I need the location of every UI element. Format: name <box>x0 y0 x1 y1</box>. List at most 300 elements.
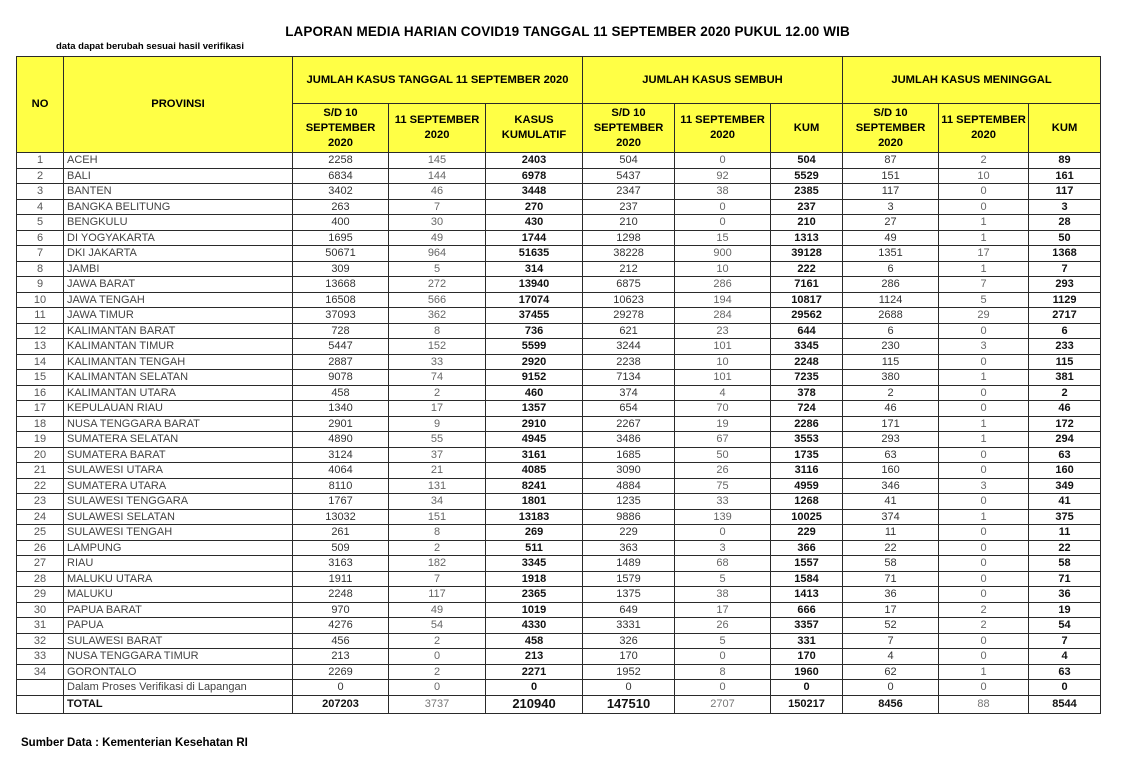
total-cell: 207203 <box>293 695 389 713</box>
value-cell: 1 <box>939 261 1029 277</box>
value-cell: 0 <box>939 199 1029 215</box>
value-cell: 54 <box>1029 618 1101 634</box>
value-cell: 0 <box>843 680 939 696</box>
value-cell: 49 <box>843 230 939 246</box>
table-row <box>17 199 1101 215</box>
row-number: 20 <box>17 447 64 463</box>
value-cell: 6875 <box>583 277 675 293</box>
table-row <box>17 571 1101 587</box>
table-row <box>17 246 1101 262</box>
value-cell: 27 <box>843 215 939 231</box>
row-number: 1 <box>17 153 64 169</box>
col-header-no: NO <box>17 57 64 153</box>
value-cell: 117 <box>843 184 939 200</box>
table-header <box>17 57 1101 153</box>
value-cell: 11 <box>843 525 939 541</box>
value-cell: 46 <box>843 401 939 417</box>
value-cell: 58 <box>843 556 939 572</box>
value-cell: 152 <box>389 339 486 355</box>
value-cell: 230 <box>843 339 939 355</box>
value-cell: 366 <box>771 540 843 556</box>
value-cell: 16508 <box>293 292 389 308</box>
province-name: JAWA BARAT <box>64 277 293 293</box>
province-name: BANTEN <box>64 184 293 200</box>
province-name: DKI JAKARTA <box>64 246 293 262</box>
value-cell: 10025 <box>771 509 843 525</box>
col-header-kasus-sd10: S/D 10 SEPTEMBER 2020 <box>293 104 389 153</box>
value-cell: 1019 <box>486 602 583 618</box>
value-cell: 9078 <box>293 370 389 386</box>
value-cell: 2267 <box>583 416 675 432</box>
value-cell: 0 <box>389 649 486 665</box>
province-name: MALUKU <box>64 587 293 603</box>
table-row <box>17 680 1101 696</box>
verification-note: data dapat berubah sesuai hasil verifikasi <box>56 41 244 52</box>
value-cell: 736 <box>486 323 583 339</box>
value-cell: 0 <box>939 540 1029 556</box>
value-cell: 55 <box>389 432 486 448</box>
value-cell: 29 <box>939 308 1029 324</box>
value-cell: 666 <box>771 602 843 618</box>
value-cell: 1351 <box>843 246 939 262</box>
value-cell: 293 <box>843 432 939 448</box>
value-cell: 10817 <box>771 292 843 308</box>
table-row <box>17 509 1101 525</box>
value-cell: 964 <box>389 246 486 262</box>
value-cell: 36 <box>1029 587 1101 603</box>
value-cell: 2910 <box>486 416 583 432</box>
value-cell: 363 <box>583 540 675 556</box>
col-header-meninggal-kum: KUM <box>1029 104 1101 153</box>
value-cell: 7 <box>939 277 1029 293</box>
value-cell: 509 <box>293 540 389 556</box>
value-cell: 0 <box>389 680 486 696</box>
total-no <box>17 695 64 713</box>
value-cell: 17074 <box>486 292 583 308</box>
row-number: 2 <box>17 168 64 184</box>
value-cell: 2901 <box>293 416 389 432</box>
value-cell: 1268 <box>771 494 843 510</box>
value-cell: 9152 <box>486 370 583 386</box>
value-cell: 2248 <box>771 354 843 370</box>
value-cell: 51635 <box>486 246 583 262</box>
row-number <box>17 680 64 696</box>
value-cell: 1918 <box>486 571 583 587</box>
value-cell: 194 <box>675 292 771 308</box>
province-name: KALIMANTAN BARAT <box>64 323 293 339</box>
province-name: KALIMANTAN SELATAN <box>64 370 293 386</box>
value-cell: 293 <box>1029 277 1101 293</box>
row-number: 16 <box>17 385 64 401</box>
value-cell: 346 <box>843 478 939 494</box>
value-cell: 115 <box>1029 354 1101 370</box>
value-cell: 10 <box>939 168 1029 184</box>
table-row <box>17 556 1101 572</box>
value-cell: 6 <box>1029 323 1101 339</box>
value-cell: 460 <box>486 385 583 401</box>
value-cell: 171 <box>843 416 939 432</box>
value-cell: 2717 <box>1029 308 1101 324</box>
value-cell: 2 <box>939 153 1029 169</box>
value-cell: 0 <box>1029 680 1101 696</box>
value-cell: 0 <box>675 649 771 665</box>
value-cell: 33 <box>675 494 771 510</box>
value-cell: 151 <box>843 168 939 184</box>
value-cell: 1911 <box>293 571 389 587</box>
value-cell: 2 <box>1029 385 1101 401</box>
row-number: 24 <box>17 509 64 525</box>
value-cell: 3448 <box>486 184 583 200</box>
value-cell: 6 <box>843 323 939 339</box>
value-cell: 3345 <box>486 556 583 572</box>
value-cell: 7 <box>843 633 939 649</box>
value-cell: 4 <box>675 385 771 401</box>
value-cell: 2 <box>389 664 486 680</box>
value-cell: 210 <box>583 215 675 231</box>
value-cell: 261 <box>293 525 389 541</box>
value-cell: 1129 <box>1029 292 1101 308</box>
value-cell: 3 <box>1029 199 1101 215</box>
value-cell: 5437 <box>583 168 675 184</box>
value-cell: 0 <box>486 680 583 696</box>
value-cell: 1767 <box>293 494 389 510</box>
value-cell: 3331 <box>583 618 675 634</box>
value-cell: 139 <box>675 509 771 525</box>
value-cell: 2258 <box>293 153 389 169</box>
total-cell: 88 <box>939 695 1029 713</box>
row-number: 28 <box>17 571 64 587</box>
value-cell: 117 <box>1029 184 1101 200</box>
value-cell: 17 <box>843 602 939 618</box>
value-cell: 8241 <box>486 478 583 494</box>
value-cell: 4 <box>843 649 939 665</box>
value-cell: 374 <box>583 385 675 401</box>
value-cell: 115 <box>843 354 939 370</box>
value-cell: 314 <box>486 261 583 277</box>
value-cell: 2 <box>389 385 486 401</box>
value-cell: 117 <box>389 587 486 603</box>
value-cell: 270 <box>486 199 583 215</box>
value-cell: 213 <box>486 649 583 665</box>
value-cell: 144 <box>389 168 486 184</box>
value-cell: 0 <box>939 385 1029 401</box>
province-name: NUSA TENGGARA BARAT <box>64 416 293 432</box>
value-cell: 229 <box>583 525 675 541</box>
value-cell: 37093 <box>293 308 389 324</box>
value-cell: 2 <box>843 385 939 401</box>
value-cell: 5 <box>675 571 771 587</box>
value-cell: 380 <box>843 370 939 386</box>
value-cell: 0 <box>939 571 1029 587</box>
value-cell: 29562 <box>771 308 843 324</box>
value-cell: 286 <box>843 277 939 293</box>
value-cell: 3124 <box>293 447 389 463</box>
value-cell: 0 <box>675 153 771 169</box>
covid-report-table <box>16 56 1101 714</box>
value-cell: 2887 <box>293 354 389 370</box>
value-cell: 170 <box>771 649 843 665</box>
province-name: RIAU <box>64 556 293 572</box>
table-row <box>17 540 1101 556</box>
total-cell: 210940 <box>486 695 583 713</box>
row-number: 8 <box>17 261 64 277</box>
value-cell: 4276 <box>293 618 389 634</box>
value-cell: 172 <box>1029 416 1101 432</box>
province-name: SULAWESI BARAT <box>64 633 293 649</box>
province-name: SUMATERA UTARA <box>64 478 293 494</box>
value-cell: 1685 <box>583 447 675 463</box>
province-name: KALIMANTAN UTARA <box>64 385 293 401</box>
value-cell: 0 <box>939 525 1029 541</box>
value-cell: 10 <box>675 261 771 277</box>
table-row <box>17 323 1101 339</box>
value-cell: 458 <box>486 633 583 649</box>
value-cell: 8 <box>389 525 486 541</box>
value-cell: 458 <box>293 385 389 401</box>
value-cell: 0 <box>939 649 1029 665</box>
value-cell: 294 <box>1029 432 1101 448</box>
col-header-sembuh-sd10: S/D 10 SEPTEMBER 2020 <box>583 104 675 153</box>
value-cell: 38 <box>675 184 771 200</box>
value-cell: 0 <box>939 680 1029 696</box>
value-cell: 17 <box>675 602 771 618</box>
table-row <box>17 153 1101 169</box>
table-row <box>17 478 1101 494</box>
row-number: 31 <box>17 618 64 634</box>
value-cell: 145 <box>389 153 486 169</box>
value-cell: 1960 <box>771 664 843 680</box>
value-cell: 30 <box>389 215 486 231</box>
table-row <box>17 308 1101 324</box>
row-number: 15 <box>17 370 64 386</box>
value-cell: 3402 <box>293 184 389 200</box>
value-cell: 182 <box>389 556 486 572</box>
value-cell: 381 <box>1029 370 1101 386</box>
table-row <box>17 664 1101 680</box>
row-number: 9 <box>17 277 64 293</box>
value-cell: 210 <box>771 215 843 231</box>
value-cell: 430 <box>486 215 583 231</box>
value-cell: 26 <box>675 618 771 634</box>
value-cell: 374 <box>843 509 939 525</box>
row-number: 25 <box>17 525 64 541</box>
total-cell: 150217 <box>771 695 843 713</box>
value-cell: 4890 <box>293 432 389 448</box>
value-cell: 3486 <box>583 432 675 448</box>
col-header-meninggal-11sep: 11 SEPTEMBER 2020 <box>939 104 1029 153</box>
value-cell: 6 <box>843 261 939 277</box>
value-cell: 3 <box>675 540 771 556</box>
province-name: MALUKU UTARA <box>64 571 293 587</box>
value-cell: 2248 <box>293 587 389 603</box>
value-cell: 0 <box>293 680 389 696</box>
table-row <box>17 416 1101 432</box>
table-row <box>17 649 1101 665</box>
col-header-sembuh-kum: KUM <box>771 104 843 153</box>
row-number: 10 <box>17 292 64 308</box>
row-number: 3 <box>17 184 64 200</box>
table-row <box>17 463 1101 479</box>
value-cell: 1 <box>939 215 1029 231</box>
value-cell: 0 <box>939 556 1029 572</box>
value-cell: 2385 <box>771 184 843 200</box>
total-cell: 147510 <box>583 695 675 713</box>
table-row <box>17 587 1101 603</box>
value-cell: 2271 <box>486 664 583 680</box>
value-cell: 15 <box>675 230 771 246</box>
row-number: 33 <box>17 649 64 665</box>
value-cell: 213 <box>293 649 389 665</box>
value-cell: 286 <box>675 277 771 293</box>
value-cell: 3116 <box>771 463 843 479</box>
value-cell: 2 <box>939 618 1029 634</box>
value-cell: 1124 <box>843 292 939 308</box>
value-cell: 9886 <box>583 509 675 525</box>
value-cell: 63 <box>843 447 939 463</box>
value-cell: 160 <box>843 463 939 479</box>
province-name: GORONTALO <box>64 664 293 680</box>
value-cell: 5 <box>389 261 486 277</box>
province-name: BANGKA BELITUNG <box>64 199 293 215</box>
table-row <box>17 277 1101 293</box>
value-cell: 131 <box>389 478 486 494</box>
value-cell: 52 <box>843 618 939 634</box>
value-cell: 1952 <box>583 664 675 680</box>
value-cell: 3 <box>939 478 1029 494</box>
value-cell: 237 <box>771 199 843 215</box>
value-cell: 0 <box>939 494 1029 510</box>
value-cell: 11 <box>1029 525 1101 541</box>
row-number: 19 <box>17 432 64 448</box>
value-cell: 3163 <box>293 556 389 572</box>
total-cell: 8544 <box>1029 695 1101 713</box>
col-header-sembuh-11sep: 11 SEPTEMBER 2020 <box>675 104 771 153</box>
value-cell: 3553 <box>771 432 843 448</box>
value-cell: 4085 <box>486 463 583 479</box>
value-cell: 2688 <box>843 308 939 324</box>
value-cell: 263 <box>293 199 389 215</box>
value-cell: 5447 <box>293 339 389 355</box>
province-name: PAPUA BARAT <box>64 602 293 618</box>
value-cell: 1489 <box>583 556 675 572</box>
value-cell: 2 <box>389 540 486 556</box>
province-name: KALIMANTAN TIMUR <box>64 339 293 355</box>
value-cell: 161 <box>1029 168 1101 184</box>
value-cell: 504 <box>771 153 843 169</box>
value-cell: 1313 <box>771 230 843 246</box>
row-number: 6 <box>17 230 64 246</box>
province-name: SULAWESI UTARA <box>64 463 293 479</box>
value-cell: 0 <box>939 323 1029 339</box>
row-number: 22 <box>17 478 64 494</box>
value-cell: 2347 <box>583 184 675 200</box>
value-cell: 229 <box>771 525 843 541</box>
value-cell: 41 <box>1029 494 1101 510</box>
value-cell: 566 <box>389 292 486 308</box>
total-label: TOTAL <box>64 695 293 713</box>
col-header-provinsi: PROVINSI <box>64 57 293 153</box>
province-name: SULAWESI SELATAN <box>64 509 293 525</box>
value-cell: 0 <box>675 199 771 215</box>
value-cell: 1 <box>939 432 1029 448</box>
value-cell: 8110 <box>293 478 389 494</box>
value-cell: 644 <box>771 323 843 339</box>
value-cell: 5529 <box>771 168 843 184</box>
value-cell: 4959 <box>771 478 843 494</box>
data-source: Sumber Data : Kementerian Kesehatan RI <box>21 737 248 749</box>
value-cell: 7 <box>1029 261 1101 277</box>
row-number: 21 <box>17 463 64 479</box>
province-name: SULAWESI TENGAH <box>64 525 293 541</box>
value-cell: 1735 <box>771 447 843 463</box>
group-header-kasus: JUMLAH KASUS TANGGAL 11 SEPTEMBER 2020 <box>293 57 583 104</box>
value-cell: 62 <box>843 664 939 680</box>
value-cell: 2 <box>939 602 1029 618</box>
value-cell: 54 <box>389 618 486 634</box>
row-number: 27 <box>17 556 64 572</box>
value-cell: 37 <box>389 447 486 463</box>
value-cell: 1 <box>939 416 1029 432</box>
value-cell: 4884 <box>583 478 675 494</box>
value-cell: 67 <box>675 432 771 448</box>
value-cell: 160 <box>1029 463 1101 479</box>
value-cell: 272 <box>389 277 486 293</box>
table-row <box>17 230 1101 246</box>
row-number: 5 <box>17 215 64 231</box>
value-cell: 1375 <box>583 587 675 603</box>
table-row <box>17 401 1101 417</box>
value-cell: 0 <box>939 354 1029 370</box>
value-cell: 63 <box>1029 447 1101 463</box>
table-row <box>17 184 1101 200</box>
value-cell: 233 <box>1029 339 1101 355</box>
value-cell: 1 <box>939 664 1029 680</box>
value-cell: 1340 <box>293 401 389 417</box>
value-cell: 649 <box>583 602 675 618</box>
value-cell: 269 <box>486 525 583 541</box>
table-row <box>17 370 1101 386</box>
value-cell: 2 <box>389 633 486 649</box>
value-cell: 7235 <box>771 370 843 386</box>
value-cell: 0 <box>939 447 1029 463</box>
province-name: LAMPUNG <box>64 540 293 556</box>
value-cell: 4 <box>1029 649 1101 665</box>
value-cell: 3244 <box>583 339 675 355</box>
group-header-meninggal: JUMLAH KASUS MENINGGAL <box>843 57 1101 104</box>
value-cell: 101 <box>675 339 771 355</box>
value-cell: 46 <box>1029 401 1101 417</box>
value-cell: 17 <box>389 401 486 417</box>
value-cell: 2920 <box>486 354 583 370</box>
value-cell: 1801 <box>486 494 583 510</box>
table-row <box>17 447 1101 463</box>
report-title: LAPORAN MEDIA HARIAN COVID19 TANGGAL 11 SEPTEMBER 2020 PUKUL 12.00 WIB <box>285 24 850 39</box>
value-cell: 5 <box>675 633 771 649</box>
value-cell: 362 <box>389 308 486 324</box>
value-cell: 375 <box>1029 509 1101 525</box>
value-cell: 74 <box>389 370 486 386</box>
value-cell: 151 <box>389 509 486 525</box>
value-cell: 71 <box>1029 571 1101 587</box>
value-cell: 6834 <box>293 168 389 184</box>
province-name: PAPUA <box>64 618 293 634</box>
value-cell: 1357 <box>486 401 583 417</box>
total-cell: 3737 <box>389 695 486 713</box>
value-cell: 22 <box>1029 540 1101 556</box>
value-cell: 0 <box>939 633 1029 649</box>
province-name: BENGKULU <box>64 215 293 231</box>
value-cell: 13032 <box>293 509 389 525</box>
